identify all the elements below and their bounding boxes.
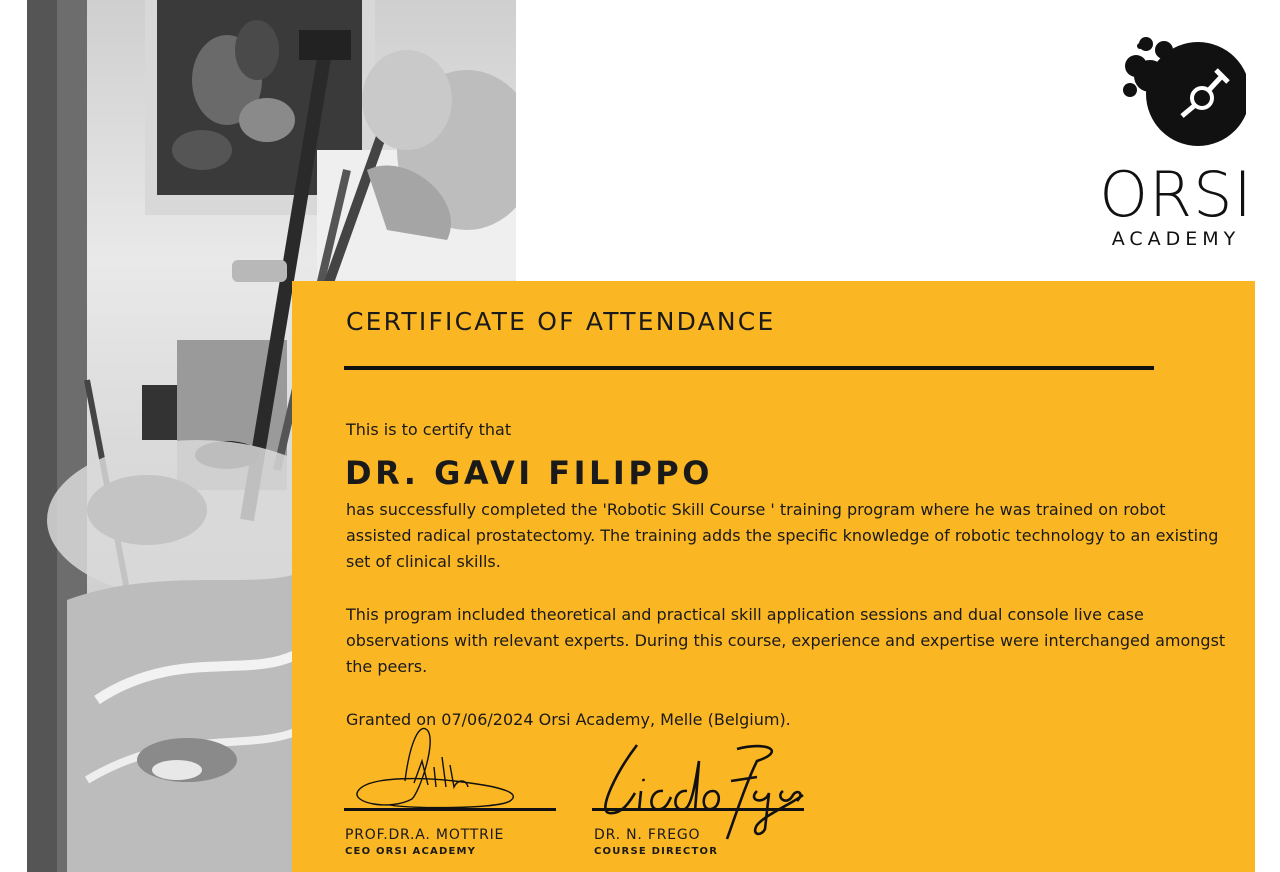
orsi-robot-arm-logo-icon bbox=[1110, 32, 1246, 152]
title-divider bbox=[344, 366, 1154, 370]
signatory-name-1: PROF.DR.A. MOTTRIE bbox=[345, 827, 505, 843]
intro-text: This is to certify that bbox=[346, 420, 512, 439]
signature-line-1 bbox=[344, 808, 556, 811]
signatory-role-1: CEO ORSI ACADEMY bbox=[345, 846, 477, 857]
completion-paragraph: has successfully completed the 'Robotic Skill Course ' training program where he was trained on robot assisted radical prostatectomy. The training adds the specific knowledge of robotic technology to an existing set of clinical skills. bbox=[346, 500, 1219, 571]
signatory-name-2: DR. N. FREGO bbox=[594, 827, 701, 843]
orsi-academy-logo bbox=[1096, 32, 1256, 252]
granted-text: Granted on 07/06/2024 Orsi Academy, Melle (Belgium). bbox=[346, 710, 791, 729]
certificate-title: CERTIFICATE OF ATTENDANCE bbox=[346, 307, 776, 336]
logo-subtitle: ACADEMY bbox=[1111, 228, 1241, 250]
signature-line-2 bbox=[592, 808, 804, 811]
certificate-panel bbox=[292, 281, 1255, 872]
page-margin bbox=[0, 0, 27, 872]
program-paragraph: This program included theoretical and practical skill application sessions and dual console live case observations with relevant experts. During this course, experience and expertise were interchanged amongst the peers. bbox=[346, 605, 1226, 676]
signatory-role-2: COURSE DIRECTOR bbox=[594, 846, 719, 857]
signature-mottrie bbox=[350, 721, 520, 813]
recipient-name: DR. GAVI FILIPPO bbox=[345, 454, 713, 492]
logo-wordmark: ORSI bbox=[1099, 158, 1253, 231]
